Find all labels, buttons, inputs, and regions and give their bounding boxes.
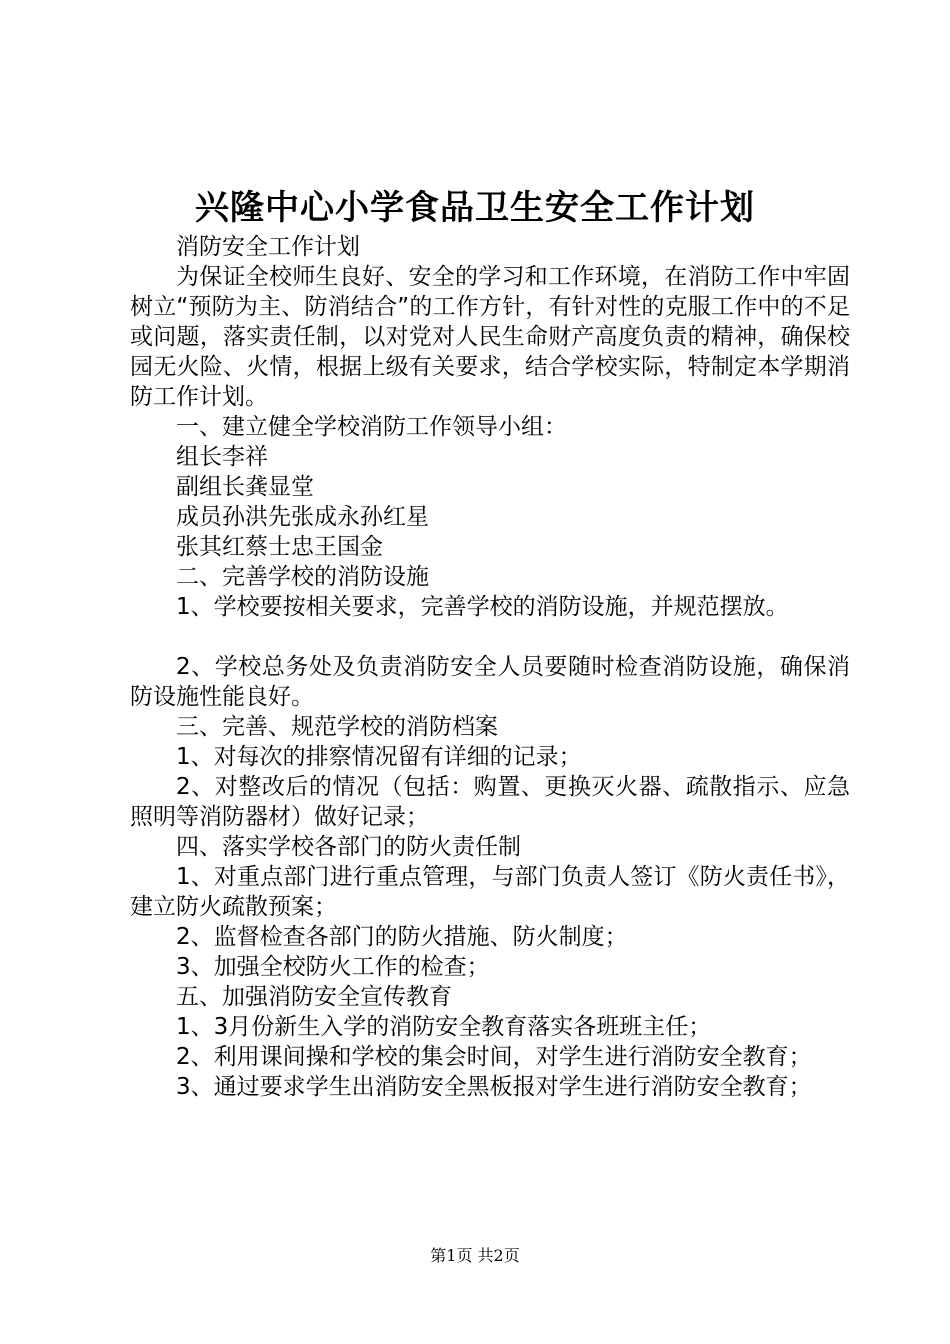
blank-line xyxy=(130,622,850,652)
document-body xyxy=(130,232,850,1102)
paragraph: 张其红蔡士忠王国金 xyxy=(176,534,383,560)
page-footer: 第1页 共2页 xyxy=(430,1246,520,1265)
paragraph: 2、利用课间操和学校的集会时间，对学生进行消防安全教育； xyxy=(176,1044,812,1070)
section-heading: 二、完善学校的消防设施 xyxy=(176,564,429,590)
paragraph: 成员孙洪先张成永孙红星 xyxy=(176,504,429,530)
paragraph: 1、对每次的排察情况留有详细的记录； xyxy=(176,744,582,770)
section-heading: 四、落实学校各部门的防火责任制 xyxy=(176,834,521,860)
paragraph: 2、对整改后的情况（包括：购置、更换灭火器、疏散指示、应急照明等消防器材）做好记录； xyxy=(130,774,850,830)
paragraph: 1、学校要按相关要求，完善学校的消防设施，并规范摆放。 xyxy=(176,594,789,620)
paragraph: 2、监督检查各部门的防火措施、防火制度； xyxy=(176,924,628,950)
section-heading: 五、加强消防安全宣传教育 xyxy=(176,984,452,1010)
section-heading: 三、完善、规范学校的消防档案 xyxy=(176,714,498,740)
section-heading: 一、建立健全学校消防工作领导小组： xyxy=(176,414,567,440)
document-title: 兴隆中心小学食品卫生安全工作计划 xyxy=(195,188,755,228)
paragraph: 副组长龚显堂 xyxy=(176,474,314,500)
paragraph: 2、学校总务处及负责消防安全人员要随时检查消防设施，确保消防设施性能良好。 xyxy=(130,654,850,710)
paragraph: 1、对重点部门进行重点管理，与部门负责人签订《防火责任书》，建立防火疏散预案； xyxy=(130,864,850,920)
paragraph: 组长李祥 xyxy=(176,444,268,470)
paragraph: 1、3月份新生入学的消防安全教育落实各班班主任； xyxy=(176,1014,712,1040)
paragraph: 为保证全校师生良好、安全的学习和工作环境，在消防工作中牢固树立“预防为主、防消结合”的工作方针，有针对性的克服工作中的不足或问题，落实责任制，以对党对人民生命财产高度负责的精神，确保校园无火险、火情，根据上级有关要求，结合学校实际，特制定本学期消防工作计划。 xyxy=(130,264,850,410)
paragraph: 消防安全工作计划 xyxy=(176,234,360,260)
paragraph: 3、通过要求学生出消防安全黑板报对学生进行消防安全教育； xyxy=(176,1074,812,1100)
paragraph: 3、加强全校防火工作的检查； xyxy=(176,954,490,980)
